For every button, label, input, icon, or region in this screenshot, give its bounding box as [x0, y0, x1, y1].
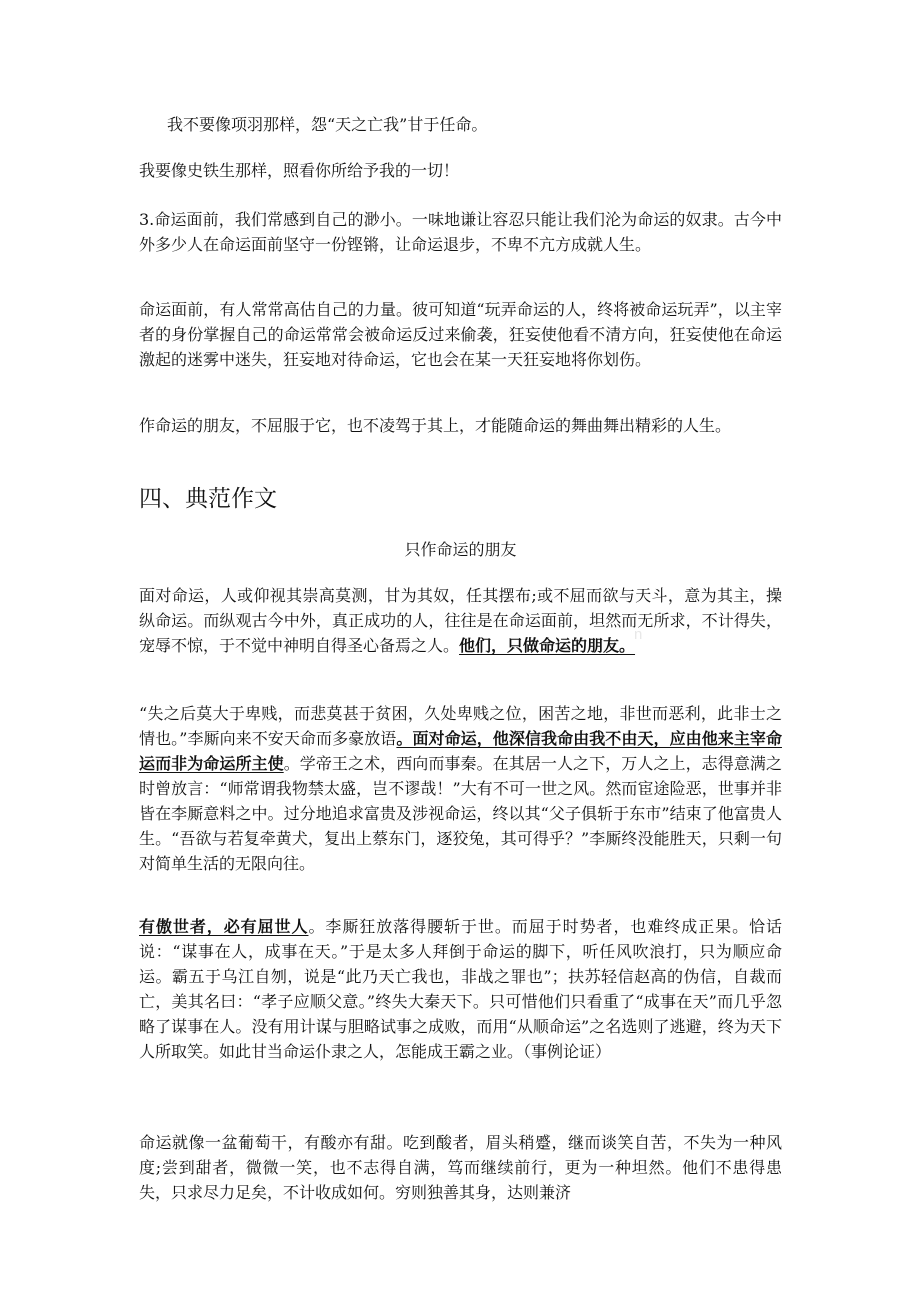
paragraph-shitiesheng: 我要像史铁生那样，照看你所给予我的一切！ — [139, 161, 460, 180]
lisi-text-start: “失之后莫大于卑贱，而悲莫甚于贫困，久处卑贱之位，困苦之地，非世而恶利，此非士之情也。”李厮向来不安天命而多豪放语 — [139, 704, 782, 748]
essay-paragraph-submit — [139, 914, 782, 1064]
essay-paragraph-lisi — [139, 701, 782, 876]
paragraph-point-3: 3.命运面前，我们常感到自己的渺小。一味地谦让容忍只能让我们沦为命运的奴隶。古今中外多少人在命运面前坚守一份铿锵，让命运退步，不卑不亢方成就人生。 — [139, 210, 782, 254]
submit-text: 。李厮狂放落得腰斩于世。而屈于时势者，也难终成正果。恰话说：“谋事在人，成事在天。”于是太多人拜倒于命运的脚下，听任风吹浪打，只为顺应命运。霸五于乌江自刎，说是“此乃天亡我也，非战之罪也”；扶苏轻信赵高的伪信，自裁而亡，美其名曰：“孝子应顺父意。”终失大秦天下。只可惜他们只看重了“成事在天”而几乎忽略了谋事在人。没有用计谋与胆略试事之成败，而用“从顺命运”之名选则了逃避，终为天下人所取笑。如此甘当命运仆隶之人，怎能成王霸之业。（事例论证） — [139, 917, 782, 1061]
submit-highlight: 有傲世者，必有屈世人 — [139, 917, 309, 936]
paragraph-overestimate: 命运面前，有人常常高估自己的力量。彼可知道“玩弄命运的人，终将被命运玩弄”，以主宰者的身份掌握自己的命运常常会被命运反过来偷袭，狂妄使他看不清方向，狂妄使他在命运激起的迷雾中迷失，狂妄地对待命运，它也会在某一天狂妄地将你划伤。 — [139, 300, 782, 369]
essay-paragraph-raisins: 命运就像一盆葡萄干，有酸亦有甜。吃到酸者，眉头稍蹙，继而谈笑自苦，不失为一种风度;尝到甜者，微微一笑，也不志得自满，笃而继续前行，更为一种坦然。他们不患得患失，只求尽力足矣，不计收成如何。穷则独善其身，达则兼济 — [139, 1133, 782, 1202]
section-heading: 四、典范作文 — [139, 486, 277, 512]
paragraph-friend-of-fate: 作命运的朋友，不屈服于它，也不凌驾于其上，才能随命运的舞曲舞出精彩的人生。 — [139, 416, 732, 435]
essay-paragraph-intro — [139, 583, 782, 658]
paragraph-xiangyu: 我不要像项羽那样，怨“天之亡我”甘于任命。 — [167, 115, 488, 134]
essay-title: 只作命运的朋友 — [404, 540, 517, 559]
faint-watermark: n — [634, 626, 644, 643]
lisi-highlight: 。面对命运，他深信我命由我不由天，应由他来主宰命运而非为命运所主使 — [139, 729, 782, 773]
essay-intro-text: 面对命运，人或仰视其崇高莫测，甘为其奴，任其摆布;或不屈而欲与天斗，意为其主，操纵命运。而纵观古今中外，真正成功的人，往往是在命运面前，坦然而无所求，不计得失，宠辱不惊，于不觉中神明自得圣心备焉之人。 — [139, 586, 782, 655]
thesis-highlight: 他们，只做命运的朋友。 — [459, 636, 636, 655]
lisi-text-rest: 。学帝王之术，西向而事秦。在其居一人之下，万人之上，志得意满之时曾放言：“师常谓我物禁太盛，岂不谬哉！”大有不可一世之风。然而宦途险恶，世事并非皆在李厮意料之中。过分地追求富贵及涉视命运，终以其“父子俱斩于东市”结束了他富贵人生。“吾欲与若复牵黄犬，复出上蔡东门，逐狡兔，其可得乎？”李厮终没能胜天，只剩一句对简单生活的无限向往。 — [139, 754, 782, 873]
